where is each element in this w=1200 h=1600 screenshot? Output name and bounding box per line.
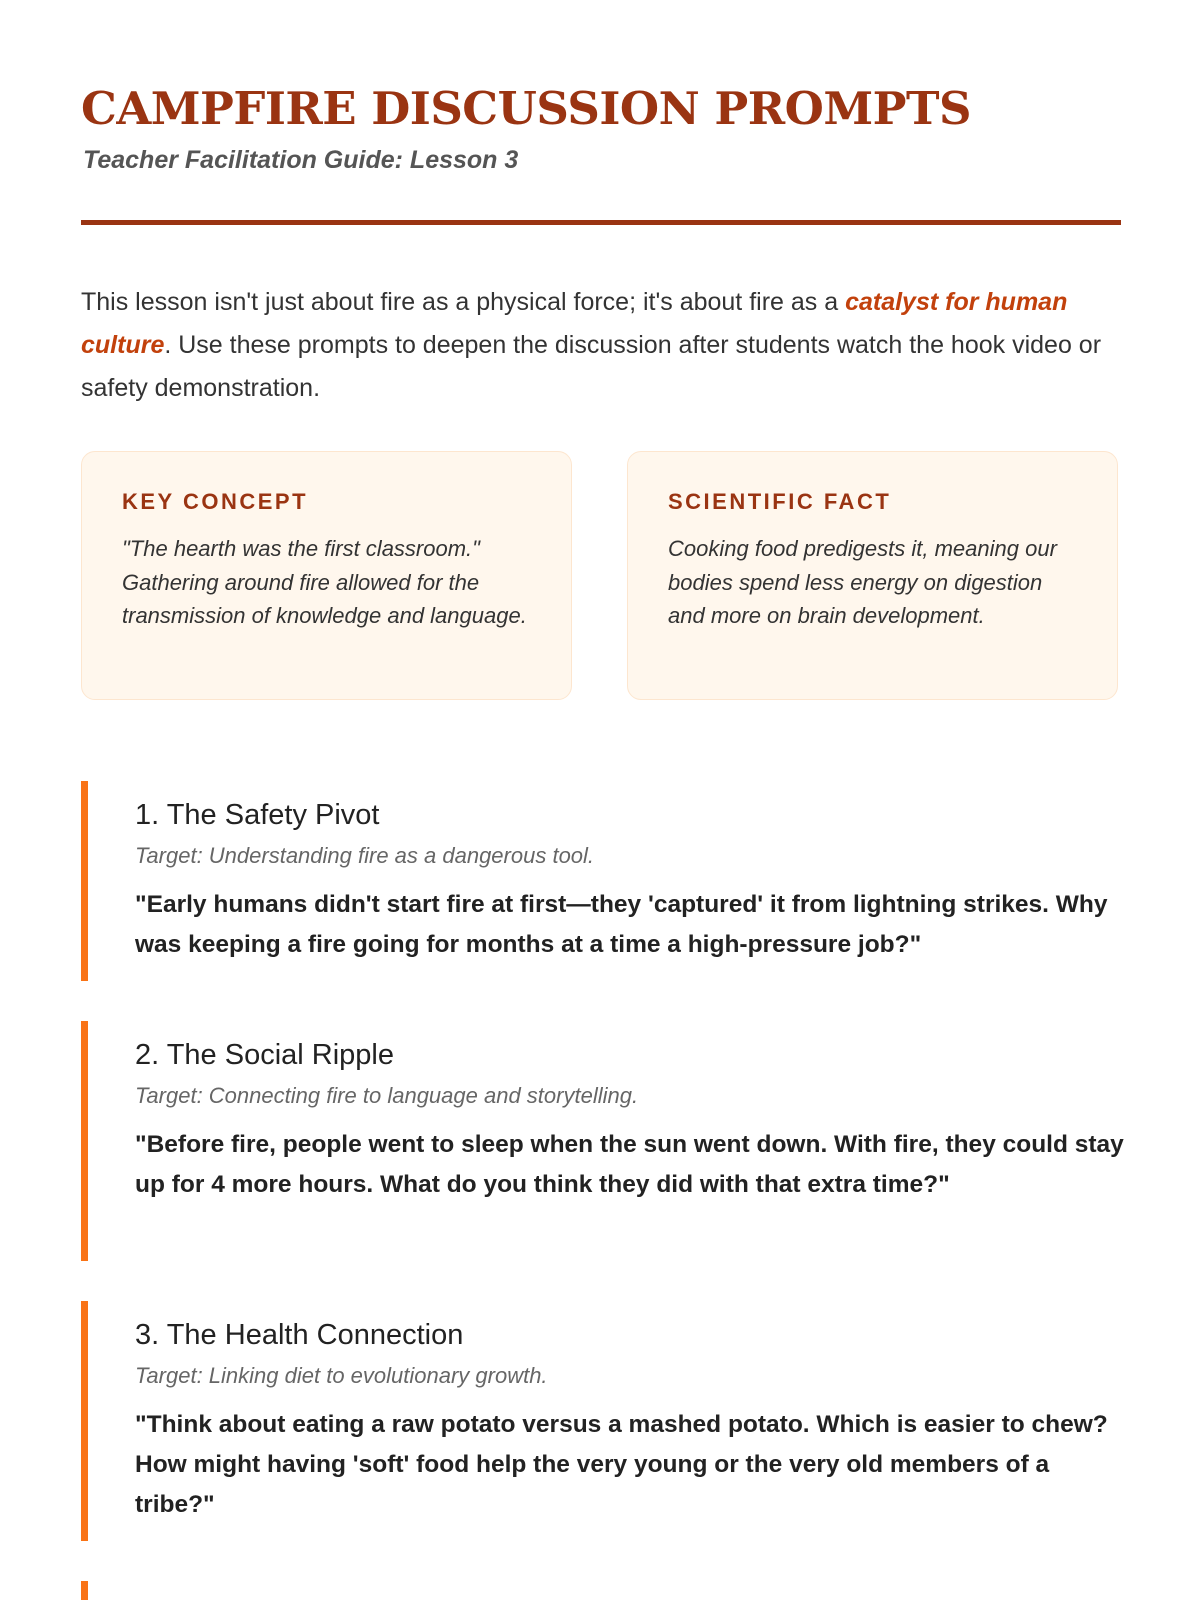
prompt-target: Target: Understanding fire as a dangerous tool. — [135, 843, 595, 868]
intro-paragraph — [81, 281, 1121, 410]
prompt-title: 3. The Health Connection — [135, 1319, 464, 1351]
prompt-title: 1. The Safety Pivot — [135, 799, 380, 831]
card-body: "The hearth was the first classroom." Gathering around fire allowed for the transmission of knowledge and language. — [122, 536, 527, 628]
prompt-question: "Early humans didn't start fire at first—they 'captured' it from lightning strikes. Why was keeping a fire going for months at a time a high-pressure job?" — [135, 891, 1108, 958]
prompt-target: Target: Linking diet to evolutionary growth. — [135, 1363, 548, 1388]
card-heading: KEY CONCEPT — [122, 489, 309, 514]
prompt-title: 2. The Social Ripple — [135, 1039, 395, 1071]
page-subtitle: Teacher Facilitation Guide: Lesson 3 — [83, 146, 519, 174]
prompt-question: "Before fire, people went to sleep when the sun went down. With fire, they could stay up for 4 more hours. What do you think they did with that extra time?" — [135, 1131, 1124, 1198]
prompt-block — [81, 1021, 1124, 1261]
prompt-block — [81, 781, 1121, 981]
header-divider — [81, 220, 1121, 225]
prompt-block-partial — [81, 1581, 1121, 1600]
intro-text-start: This lesson isn't just about fire as a physical force; it's about fire as a — [81, 288, 846, 316]
scientific-fact-card — [627, 451, 1118, 700]
page-title: CAMPFIRE DISCUSSION PROMPTS — [81, 82, 971, 135]
card-body: Cooking food predigests it, meaning our bodies spend less energy on digestion and more on brain development. — [668, 536, 1057, 628]
intro-emphasis: catalyst for human culture — [81, 288, 1068, 359]
prompt-question: "Think about eating a raw potato versus a mashed potato. Which is easier to chew? How might having 'soft' food help the very young or the very old members of a tribe?" — [135, 1411, 1108, 1518]
prompt-target: Target: Connecting fire to language and storytelling. — [135, 1083, 639, 1108]
card-heading: SCIENTIFIC FACT — [668, 489, 892, 514]
intro-text-end: . Use these prompts to deepen the discussion after students watch the hook video or safety demonstration. — [81, 331, 1102, 402]
key-concept-card — [81, 451, 572, 700]
prompt-block — [81, 1301, 1121, 1541]
